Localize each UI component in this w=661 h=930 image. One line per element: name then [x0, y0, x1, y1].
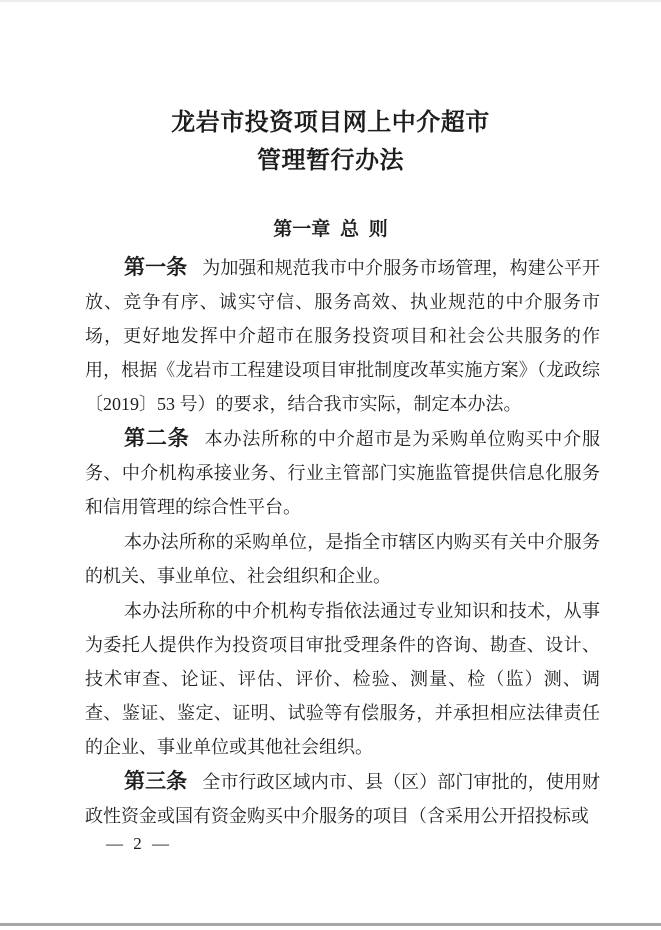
article-label-5: 第三条	[124, 769, 188, 793]
document-title	[0, 0, 661, 180]
paragraph-text-5: 全市行政区域内市、县（区）部门审批的，使用财政性资金或国有资金购买中介服务的项目（含采用公开招投标或	[85, 772, 600, 826]
chapter-heading: 第一章 总 则	[273, 219, 388, 240]
paragraph-definition-agency	[85, 593, 600, 764]
document-title-line2: 管理暂行办法	[257, 148, 404, 174]
paragraph-text-2: 本办法所称的中介超市是为采购单位购买中介服务、中介机构承接业务、行业主管部门实施监管提供信息化服务和信用管理的综合性平台。	[85, 429, 600, 517]
article-label-2: 第二条	[124, 426, 190, 450]
page-number: — 2 —	[106, 834, 172, 853]
document-body	[85, 250, 600, 833]
paragraph-definition-purchaser	[85, 524, 600, 593]
paragraph-article-3	[85, 764, 600, 833]
paragraph-article-2	[85, 421, 600, 524]
paragraph-article-1	[85, 250, 600, 421]
scan-edge-bottom	[0, 923, 661, 926]
paragraph-text-1: 为加强和规范我市中介服务市场管理，构建公平开放、竞争有序、诚实守信、服务高效、执业规范的中介服务市场，更好地发挥中介超市在服务投资项目和社会公共服务的作用，根据《龙岩市工程建设项目审批制度改革实施方案》（龙政综〔2019〕53 号）的要求，结合我市实际，制定本办法。	[85, 258, 600, 414]
paragraph-text-3: 本办法所称的采购单位，是指全市辖区内购买有关中介服务的机关、事业单位、社会组织和企业。	[85, 532, 600, 586]
article-label-1: 第一条	[124, 255, 188, 279]
paragraph-text-4: 本办法所称的中介机构专指依法通过专业知识和技术，从事为委托人提供作为投资项目审批受理条件的咨询、勘查、设计、技术审查、论证、评估、评价、检验、测量、检（监）测、调查、鉴证、鉴定、证明、试验等有偿服务，并承担相应法律责任的企业、事业单位或其他社会组织。	[85, 601, 600, 757]
scan-edge-top	[0, 0, 661, 2]
document-title-line1: 龙岩市投资项目网上中介超市	[171, 110, 490, 136]
